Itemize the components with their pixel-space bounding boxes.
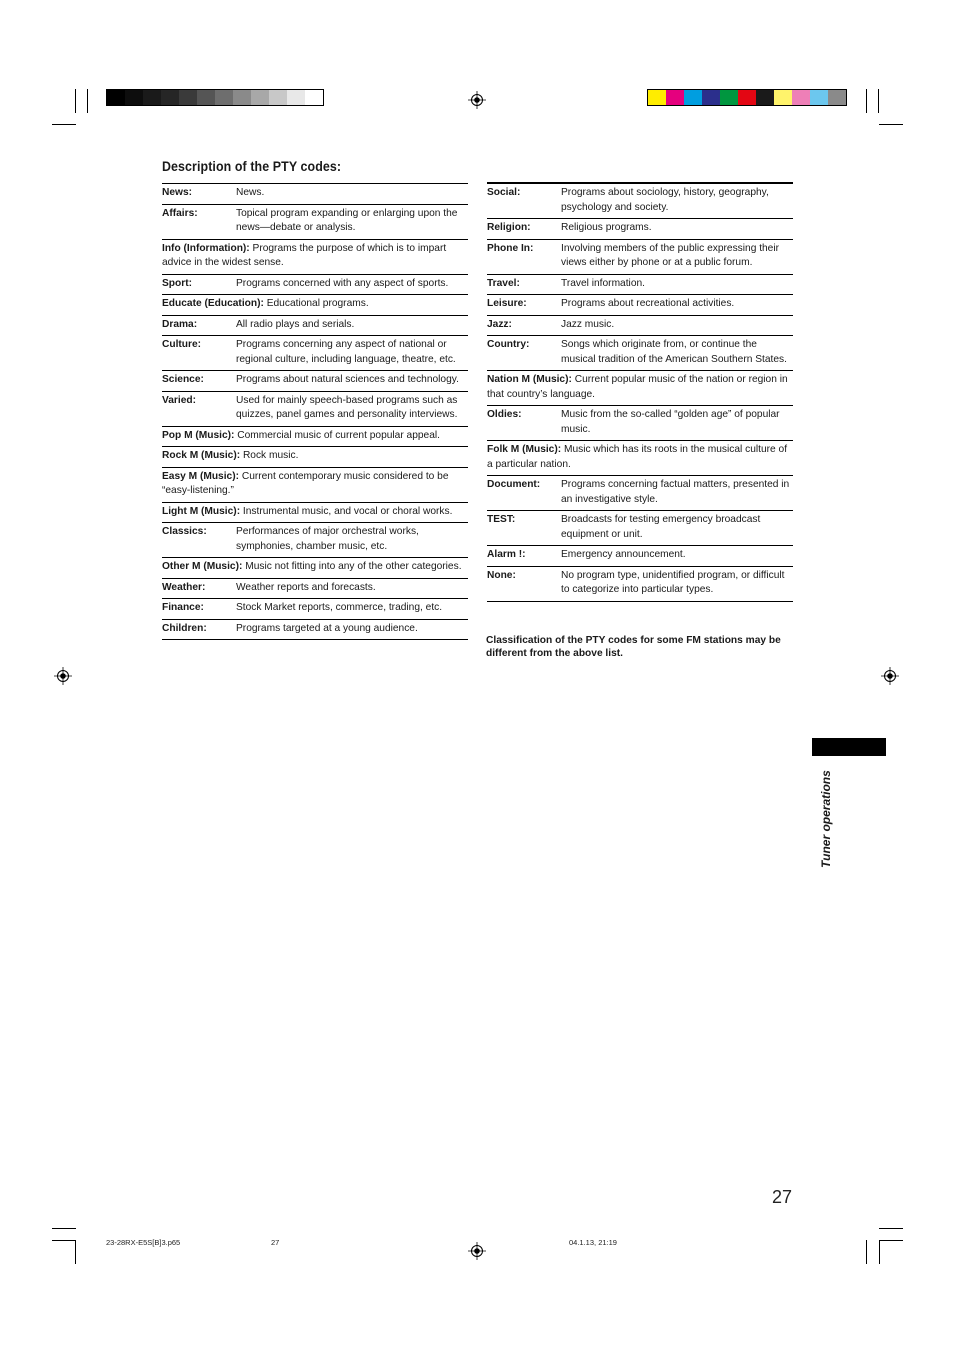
pty-code-row: [162, 620, 468, 641]
color-calibration-bar: [647, 89, 847, 106]
pty-code-entry: [162, 470, 468, 499]
pty-code-term: TEST:: [487, 514, 516, 525]
pty-code-entry: [561, 297, 793, 312]
pty-code-row: [487, 240, 793, 275]
color-swatch: [161, 90, 179, 105]
pty-code-row: [487, 567, 793, 602]
pty-code-row: [162, 523, 468, 558]
pty-code-entry: [236, 581, 468, 596]
pty-code-term: Drama:: [162, 318, 198, 330]
pty-code-entry: [162, 505, 468, 520]
pty-code-description: News.: [236, 187, 265, 198]
pty-code-description: Programs about sociology, history, geography, psychology and society.: [561, 187, 769, 213]
footer-page: 27: [271, 1238, 280, 1247]
crop-mark: [52, 1240, 76, 1241]
pty-code-term: Country:: [487, 339, 530, 350]
pty-code-row: [162, 599, 468, 620]
pty-code-term: Leisure:: [487, 298, 527, 309]
pty-code-entry: [162, 449, 468, 464]
pty-code-row: [487, 511, 793, 546]
pty-code-term: Sport:: [162, 277, 192, 289]
section-title: Description of the PTY codes:: [162, 159, 342, 174]
pty-code-description: Weather reports and forecasts.: [236, 581, 376, 593]
pty-code-entry: [561, 569, 793, 598]
color-swatch: [828, 90, 846, 105]
pty-code-term: Jazz:: [487, 318, 512, 330]
pty-code-description: Instrumental music, and vocal or choral works.: [240, 505, 453, 517]
footer-timestamp: 04.1.13, 21:19: [569, 1238, 617, 1247]
pty-code-term: Weather:: [162, 581, 206, 593]
pty-code-row: [162, 427, 468, 448]
pty-code-row: [162, 503, 468, 524]
pty-code-entry: [236, 601, 468, 616]
crop-mark: [75, 89, 76, 113]
pty-code-term: Other M (Music):: [162, 561, 243, 572]
pty-code-row: [162, 558, 468, 579]
pty-codes-table-right: [487, 182, 793, 602]
pty-code-row: [162, 579, 468, 600]
pty-code-row: [487, 441, 793, 476]
color-swatch: [125, 90, 143, 105]
pty-code-entry: [236, 207, 468, 236]
pty-code-entry: [561, 186, 793, 215]
pty-code-term: Easy M (Music):: [162, 470, 239, 482]
color-swatch: [738, 90, 756, 105]
pty-code-term: Alarm !:: [487, 549, 526, 560]
pty-code-entry: [236, 373, 468, 388]
pty-code-term: Social:: [487, 187, 521, 198]
color-swatch: [269, 90, 287, 105]
pty-code-description: Performances of major orchestral works, symphonies, chamber music, etc.: [236, 526, 419, 552]
pty-code-row: [487, 316, 793, 337]
crop-mark: [878, 89, 879, 113]
crop-mark: [879, 1228, 903, 1229]
pty-code-description: Broadcasts for testing emergency broadcast equipment or unit.: [561, 514, 761, 540]
pty-code-term: Finance:: [162, 602, 204, 613]
pty-code-row: [162, 392, 468, 427]
color-swatch: [287, 90, 305, 105]
color-swatch: [305, 90, 323, 105]
pty-code-row: [487, 219, 793, 240]
pty-code-description: Commercial music of current popular appeal.: [234, 429, 440, 441]
color-swatch: [251, 90, 269, 105]
pty-code-description: All radio plays and serials.: [236, 318, 355, 330]
page-number: 27: [772, 1187, 793, 1207]
crop-mark: [866, 1240, 867, 1264]
crop-mark: [52, 1228, 76, 1229]
pty-code-row: [162, 275, 468, 296]
pty-code-row: [162, 468, 468, 503]
section-tab-label: Tuner operations: [819, 770, 833, 868]
pty-code-entry: [561, 242, 793, 271]
color-swatch: [774, 90, 792, 105]
pty-code-entry: [561, 548, 793, 563]
pty-code-description: Music not fitting into any of the other categories.: [242, 561, 462, 572]
pty-code-entry: [236, 186, 468, 201]
color-swatch: [648, 90, 666, 105]
pty-code-entry: [561, 338, 793, 367]
pty-code-row: [487, 546, 793, 567]
pty-code-term: Culture:: [162, 339, 202, 350]
registration-mark-icon: [54, 667, 72, 685]
footer-file-name: 23-28RX-E5S[B]3.p65: [106, 1238, 181, 1247]
registration-mark-icon: [881, 667, 899, 685]
pty-code-term: Affairs:: [162, 207, 198, 219]
pty-code-row: [162, 316, 468, 337]
pty-code-entry: [236, 277, 468, 292]
pty-code-entry: [561, 408, 793, 437]
color-swatch: [666, 90, 684, 105]
pty-code-description: Emergency announcement.: [561, 549, 686, 560]
pty-code-term: Info (Information):: [162, 242, 250, 254]
registration-mark-icon: [468, 91, 486, 109]
pty-code-entry: [162, 429, 468, 444]
pty-code-term: Pop M (Music):: [162, 429, 235, 441]
pty-code-description: Involving members of the public expressing their views either by phone or at a public forum.: [561, 242, 780, 268]
pty-code-description: Rock music.: [240, 450, 299, 461]
pty-code-description: No program type, unidentified program, or difficult to categorize into particular types.: [561, 569, 785, 595]
pty-code-term: Phone In:: [487, 242, 534, 254]
pty-code-row: [162, 371, 468, 392]
pty-code-entry: [561, 221, 793, 236]
pty-code-description: Used for mainly speech-based programs such as quizzes, panel games and personality interviews.: [236, 394, 458, 420]
color-swatch: [792, 90, 810, 105]
color-swatch: [810, 90, 828, 105]
pty-code-description: Current popular music of the nation or region in that country’s language.: [487, 374, 788, 400]
color-swatch: [215, 90, 233, 105]
pty-code-description: Songs which originate from, or continue the musical tradition of the American Southern States.: [561, 339, 787, 365]
pty-code-entry: [162, 560, 468, 575]
pty-code-term: Classics:: [162, 526, 207, 537]
pty-code-term: Light M (Music):: [162, 505, 241, 517]
pty-code-description: Programs concerned with any aspect of sports.: [236, 277, 449, 289]
pty-code-row: [487, 476, 793, 511]
pty-code-description: Religious programs.: [561, 222, 652, 233]
pty-code-entry: [561, 318, 793, 333]
color-swatch: [107, 90, 125, 105]
pty-code-description: Current contemporary music considered to be “easy-listening.”: [162, 470, 449, 496]
color-swatch: [756, 90, 774, 105]
pty-code-term: Document:: [487, 479, 541, 490]
pty-code-term: Oldies:: [487, 409, 522, 420]
pty-code-entry: [561, 277, 793, 292]
color-swatch: [720, 90, 738, 105]
classification-note: Classification of the PTY codes for some FM stations may be different from the above list.: [486, 635, 781, 659]
pty-code-description: Programs about recreational activities.: [561, 298, 735, 309]
pty-code-description: Programs about natural sciences and technology.: [236, 374, 459, 385]
crop-mark: [52, 124, 76, 125]
pty-code-term: Varied:: [162, 394, 196, 406]
crop-mark: [75, 1240, 76, 1264]
pty-code-description: Programs concerning any aspect of national or regional culture, including language, theatre, etc.: [236, 339, 456, 365]
registration-mark-icon: [468, 1242, 486, 1260]
pty-code-description: Stock Market reports, commerce, trading, etc.: [236, 602, 443, 613]
color-swatch: [233, 90, 251, 105]
pty-code-term: Folk M (Music):: [487, 444, 562, 455]
pty-code-entry: [487, 443, 793, 472]
pty-code-row: [162, 205, 468, 240]
pty-code-row: [487, 184, 793, 219]
pty-code-entry: [561, 513, 793, 542]
crop-mark: [879, 1240, 903, 1241]
pty-code-row: [487, 336, 793, 371]
crop-mark: [866, 89, 867, 113]
pty-code-entry: [236, 394, 468, 423]
pty-code-description: Music from the so-called “golden age” of popular music.: [561, 409, 780, 435]
pty-code-description: Educational programs.: [263, 298, 369, 309]
pty-code-entry: [236, 338, 468, 367]
crop-mark: [879, 1240, 880, 1264]
section-tab: [812, 738, 886, 756]
pty-code-entry: [162, 242, 468, 271]
pty-code-term: Travel:: [487, 277, 520, 289]
pty-code-term: Children:: [162, 622, 207, 634]
color-swatch: [197, 90, 215, 105]
pty-code-entry: [561, 478, 793, 507]
pty-code-row: [487, 406, 793, 441]
pty-code-description: Travel information.: [561, 277, 645, 289]
pty-code-term: News:: [162, 187, 193, 198]
pty-code-term: None:: [487, 569, 516, 581]
pty-code-row: [162, 447, 468, 468]
pty-code-row: [162, 184, 468, 205]
color-swatch: [143, 90, 161, 105]
pty-code-entry: [162, 297, 468, 312]
pty-code-description: Programs targeted at a young audience.: [236, 622, 418, 634]
pty-code-entry: [487, 373, 793, 402]
pty-code-row: [487, 295, 793, 316]
pty-code-term: Religion:: [487, 222, 531, 233]
pty-code-term: Nation M (Music):: [487, 374, 572, 385]
pty-code-entry: [236, 622, 468, 637]
color-swatch: [702, 90, 720, 105]
pty-code-row: [487, 371, 793, 406]
crop-mark: [87, 89, 88, 113]
color-swatch: [179, 90, 197, 105]
pty-code-description: Programs concerning factual matters, presented in an investigative style.: [561, 479, 790, 505]
pty-code-row: [162, 240, 468, 275]
pty-codes-table-left: [162, 183, 468, 640]
pty-code-term: Educate (Education):: [162, 298, 264, 309]
pty-code-description: Music which has its roots in the musical culture of a particular nation.: [487, 444, 788, 470]
pty-code-entry: [236, 525, 468, 554]
pty-code-description: Jazz music.: [561, 318, 615, 330]
pty-code-description: Topical program expanding or enlarging upon the news—debate or analysis.: [236, 207, 458, 233]
pty-code-term: Science:: [162, 374, 204, 385]
pty-code-row: [162, 295, 468, 316]
color-swatch: [684, 90, 702, 105]
crop-mark: [879, 124, 903, 125]
pty-code-entry: [236, 318, 468, 333]
pty-code-term: Rock M (Music):: [162, 450, 241, 461]
pty-code-description: Programs the purpose of which is to impart advice in the widest sense.: [162, 242, 447, 268]
grayscale-calibration-bar: [106, 89, 324, 106]
pty-code-row: [487, 275, 793, 296]
pty-code-row: [162, 336, 468, 371]
